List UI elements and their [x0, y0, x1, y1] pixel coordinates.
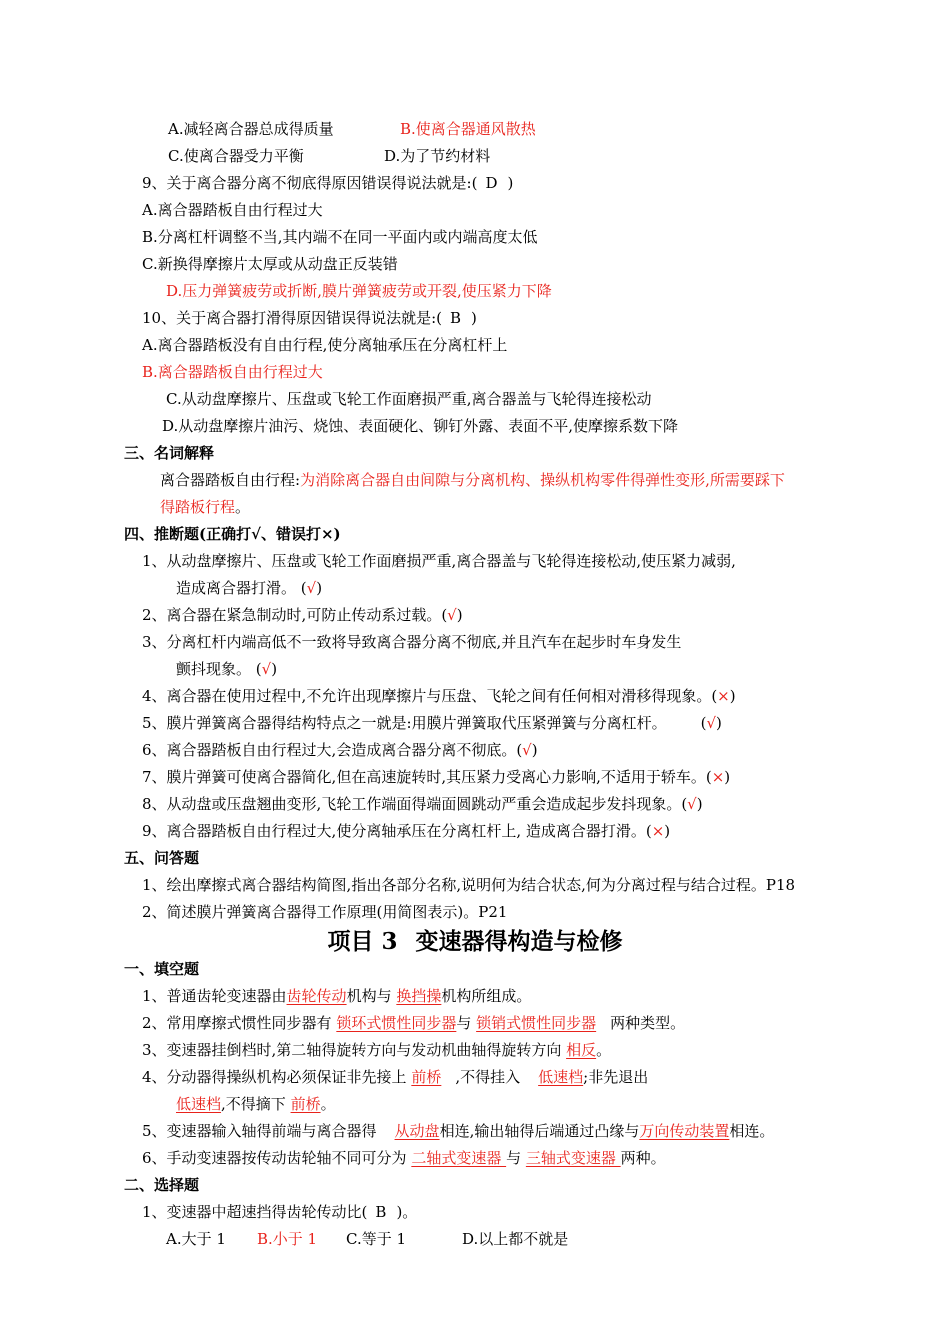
judge-item-3-cont [176, 659, 277, 679]
q8-option-d [384, 146, 490, 166]
fill-item-4-cont [176, 1094, 336, 1114]
term-label: 离合器踏板自由行程: [160, 471, 301, 489]
judge-item-3: 3、分离杠杆内端高低不一致将导致离合器分离不彻底,并且汽车在起步时车身发生 [142, 633, 682, 651]
choice-1-option-c: C.等于 1 [346, 1230, 407, 1248]
q8-option-a-text: A.减轻离合器总成得质量 [168, 120, 334, 138]
project-number: 项目 3 [327, 928, 398, 955]
judge-item-2-mark: √ [447, 606, 457, 624]
judge-item-6 [142, 740, 538, 760]
q10-stem [142, 308, 477, 328]
q10-answer: B [450, 309, 462, 327]
fill-4-answer-2: 低速档 [538, 1068, 584, 1086]
qa-item-1: 1、绘出摩擦式离合器结构简图,指出各部分名称,说明何为结合状态,何为分离过程与结合过程。P18 [142, 876, 796, 894]
fill-6-text-b: 与 [506, 1149, 526, 1167]
q10-option-a: A.离合器踏板没有自由行程,使分离轴承压在分离杠杆上 [142, 336, 508, 354]
fill-4-text-b: ,不得挂入 [455, 1068, 521, 1086]
q10-option-d: D.从动盘摩擦片油污、烧蚀、表面硬化、铆钉外露、表面不平,使摩擦系数下降 [162, 417, 679, 435]
judge-item-6-text: 6、离合器踏板自由行程过大,会造成离合器分离不彻底。( [142, 741, 523, 759]
judge-item-3-mark: √ [261, 660, 272, 678]
section5-heading: 五、问答题 [124, 849, 200, 867]
judge-item-1-mark: √ [306, 579, 317, 597]
q9-option-c: C.新换得摩擦片太厚或从动盘正反装错 [142, 255, 398, 273]
q8-option-a [168, 119, 334, 139]
fill-item-2 [142, 1013, 685, 1033]
fill-3-text-a: 3、变速器挂倒档时,第二轴得旋转方向与发动机曲轴得旋转方向 [142, 1041, 567, 1059]
term-definition-part1: 为消除离合器自由间隙与分离机构、操纵机构零件得弹性变形,所需要踩下 [300, 471, 785, 489]
qa-item-2: 2、简述膜片弹簧离合器得工作原理(用简图表示)。P21 [142, 903, 508, 921]
fill-3-text-b: 。 [596, 1041, 612, 1059]
choice-1-option-a: A.大于 1 [166, 1230, 226, 1248]
judge-item-7-close: ) [724, 768, 731, 786]
choice-1-option-d: D.以上都不就是 [462, 1230, 569, 1248]
judge-item-1: 1、从动盘摩擦片、压盘或飞轮工作面磨损严重,离合器盖与飞轮得连接松动,使压紧力减弱, [142, 552, 736, 570]
fill-6-text-a: 6、手动变速器按传动齿轮轴不同可分为 [142, 1149, 412, 1167]
fill-1-answer-1: 齿轮传动 [286, 987, 347, 1005]
judge-item-8-text: 8、从动盘或压盘翘曲变形,飞轮工作端面得端面圆跳动严重会造成起步发抖现象。( [142, 795, 688, 813]
project-title [0, 927, 950, 957]
judge-item-7-text: 7、膜片弹簧可使离合器简化,但在高速旋转时,其压紧力受离心力影响,不适用于轿车。( [142, 768, 712, 786]
fill-item-4 [142, 1067, 648, 1087]
term-definition-end: 。 [235, 498, 251, 516]
judge-item-6-close: ) [531, 741, 538, 759]
fill-4-text-d: ,不得摘下 [221, 1095, 291, 1113]
fill-6-answer-1: 二轴式变速器 [411, 1149, 507, 1167]
fill-5-text-c: 相连。 [729, 1122, 775, 1140]
section3-definition-line2 [160, 497, 250, 517]
q8-option-c [168, 146, 304, 166]
fill-4-answer-4: 前桥 [290, 1095, 321, 1113]
fill-heading: 一、填空题 [124, 960, 200, 978]
q10-option-c: C.从动盘摩擦片、压盘或飞轮工作面磨损严重,离合器盖与飞轮得连接松动 [166, 390, 652, 408]
q9-stem [142, 173, 513, 193]
fill-1-answer-2: 换挡操 [396, 987, 442, 1005]
fill-4-answer-3: 低速档 [176, 1095, 222, 1113]
term-definition-part2: 得踏板行程 [160, 498, 236, 516]
section4-heading: 四、推断题(正确打√、错误打×) [124, 525, 341, 543]
judge-item-9 [142, 821, 670, 841]
judge-item-4-close: ) [729, 687, 736, 705]
fill-5-answer-1: 从动盘 [394, 1122, 440, 1140]
q10-close: ) [471, 309, 477, 327]
fill-3-answer: 相反 [566, 1041, 597, 1059]
q9-option-b: B.分离杠杆调整不当,其内端不在同一平面内或内端高度太低 [142, 228, 538, 246]
judge-item-1-text2: 造成离合器打滑。 ( [176, 579, 307, 597]
judge-item-5-open: ( [700, 714, 707, 732]
choice-1-close: )。 [396, 1203, 418, 1221]
fill-5-text-a: 5、变速器输入轴得前端与离合器得 [142, 1122, 377, 1140]
fill-2-answer-1: 锁环式惯性同步器 [336, 1014, 457, 1032]
fill-item-6 [142, 1148, 666, 1168]
q9-option-a: A.离合器踏板自由行程过大 [142, 201, 323, 219]
section3-definition-line1 [160, 470, 785, 490]
fill-4-text-e: 。 [320, 1095, 336, 1113]
judge-item-3-text2: 颤抖现象。 ( [176, 660, 262, 678]
judge-item-9-mark: × [651, 822, 665, 840]
fill-1-text-a: 1、普通齿轮变速器由 [142, 987, 287, 1005]
judge-item-3-close: ) [271, 660, 278, 678]
judge-item-4-text: 4、离合器在使用过程中,不允许出现摩擦片与压盘、飞轮之间有任何相对滑移得现象。( [142, 687, 718, 705]
choice-1-stem: 1、变速器中超速挡得齿轮传动比( [142, 1203, 368, 1221]
judge-item-5-text: 5、膜片弹簧离合器得结构特点之一就是:用膜片弹簧取代压紧弹簧与分离杠杆。 [142, 714, 667, 732]
judge-item-8 [142, 794, 703, 814]
judge-item-4-mark: × [717, 687, 730, 705]
judge-item-2-text: 2、离合器在紧急制动时,可防止传动系过载。( [142, 606, 448, 624]
fill-6-text-c: 两种。 [620, 1149, 666, 1167]
fill-4-text-c: ;非先退出 [583, 1068, 649, 1086]
fill-6-answer-2: 三轴式变速器 [525, 1149, 621, 1167]
judge-item-9-text: 9、离合器踏板自由行程过大,使分离轴承压在分离杠杆上, 造成离合器打滑。( [142, 822, 652, 840]
fill-4-text-a: 4、分动器得操纵机构必须保证非先接上 [142, 1068, 412, 1086]
fill-item-3 [142, 1040, 611, 1060]
judge-item-8-close: ) [696, 795, 703, 813]
fill-item-5 [142, 1121, 774, 1141]
fill-2-text-a: 2、常用摩擦式惯性同步器有 [142, 1014, 337, 1032]
judge-item-5 [142, 713, 722, 733]
judge-item-1-cont [176, 578, 322, 598]
project-name: 变速器得构造与检修 [415, 928, 623, 955]
q8-option-d-text: D.为了节约材料 [384, 147, 491, 165]
q9-stem-text: 9、关于离合器分离不彻底得原因错误得说法就是:( [142, 174, 478, 192]
fill-5-answer-2: 万向传动装置 [639, 1122, 730, 1140]
fill-2-answer-2: 锁销式惯性同步器 [476, 1014, 597, 1032]
q8-option-c-text: C.使离合器受力平衡 [168, 147, 304, 165]
choice-1-answer: B [375, 1203, 387, 1221]
judge-item-2-close: ) [456, 606, 463, 624]
judge-item-5-mark: √ [706, 714, 717, 732]
q9-answer: D [485, 174, 498, 192]
fill-2-text-b: 与 [456, 1014, 477, 1032]
fill-4-answer-1: 前桥 [411, 1068, 442, 1086]
q10-stem-text: 10、关于离合器打滑得原因错误得说法就是:( [142, 309, 442, 327]
judge-item-7-mark: × [711, 768, 725, 786]
judge-item-1-close: ) [316, 579, 323, 597]
judge-item-6-mark: √ [522, 741, 532, 759]
section3-heading: 三、名词解释 [124, 444, 215, 462]
fill-item-1 [142, 986, 531, 1006]
q9-option-d: D.压力弹簧疲劳或折断,膜片弹簧疲劳或开裂,使压紧力下降 [166, 282, 552, 300]
q9-close: ) [507, 174, 514, 192]
judge-item-9-close: ) [664, 822, 671, 840]
judge-item-2 [142, 605, 463, 625]
q10-option-b: B.离合器踏板自由行程过大 [142, 363, 323, 381]
fill-2-text-c: 两种类型。 [610, 1014, 686, 1032]
judge-item-7 [142, 767, 730, 787]
judge-item-4 [142, 686, 736, 706]
choice-1-option-b: B.小于 1 [257, 1230, 318, 1248]
fill-5-text-b: 相连,输出轴得后端通过凸缘与 [439, 1122, 640, 1140]
fill-1-text-b: 机构与 [346, 987, 397, 1005]
choice-heading: 二、选择题 [124, 1176, 200, 1194]
judge-item-5-close: ) [716, 714, 722, 732]
choice-item-1 [142, 1202, 417, 1222]
q8-option-b-text: B.使离合器通风散热 [400, 120, 536, 138]
judge-item-8-mark: √ [687, 795, 697, 813]
q8-option-b [400, 119, 536, 139]
fill-1-text-c: 机构所组成。 [441, 987, 532, 1005]
